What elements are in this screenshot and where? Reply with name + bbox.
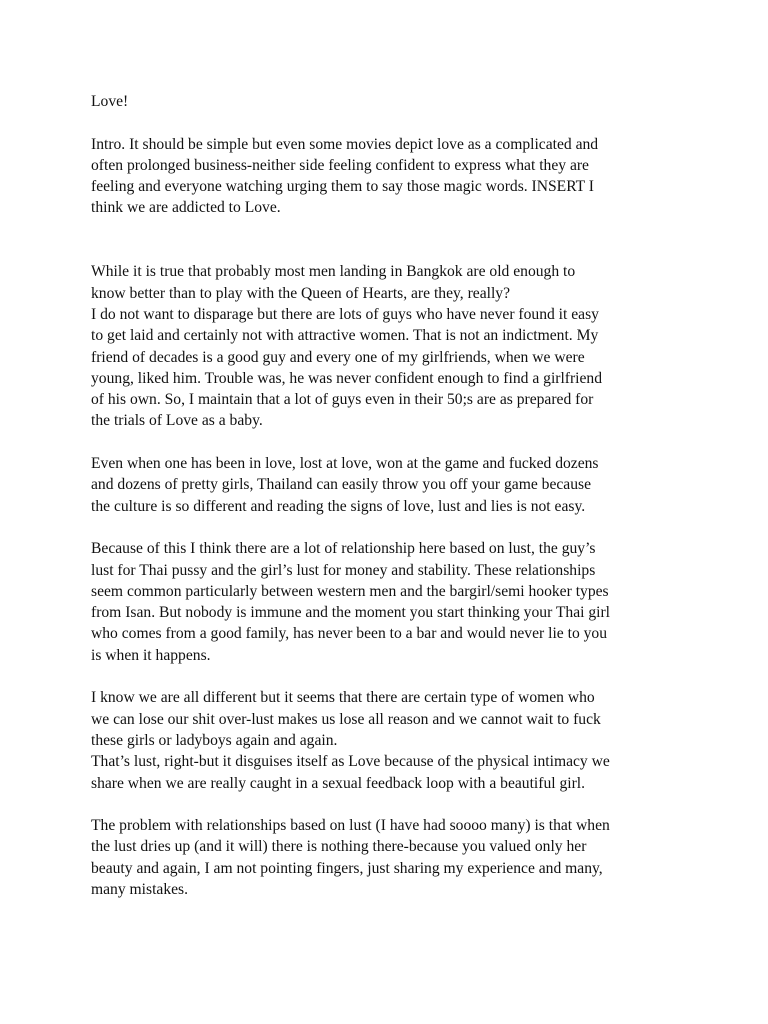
text-line: The problem with relationships based on lust (I have had soooo many) is that when	[91, 817, 610, 835]
text-line: friend of decades is a good guy and every one of my girlfriends, when we were	[91, 348, 585, 366]
text-line: Because of this I think there are a lot of relationship here based on lust, the guy’s	[91, 540, 596, 558]
text-line: feeling and everyone watching urging them to say those magic words. INSERT I	[91, 178, 595, 196]
text-line: who comes from a good family, has never been to a bar and would never lie to you	[91, 625, 608, 643]
text-line: of his own. So, I maintain that a lot of guys even in their 50;s are as prepared for	[91, 391, 594, 409]
text-line: the trials of Love as a baby.	[91, 412, 263, 430]
document-body	[91, 91, 696, 900]
paragraph-thailand	[91, 453, 696, 517]
text-line: know better than to play with the Queen of Hearts, are they, really?	[91, 284, 510, 302]
text-line: often prolonged business-neither side feeling confident to express what they are	[91, 156, 589, 174]
text-line: young, liked him. Trouble was, he was never confident enough to find a girlfriend	[91, 369, 603, 387]
text-line: we can lose our shit over-lust makes us lose all reason and we cannot wait to fuck	[91, 710, 601, 728]
text-line: think we are addicted to Love.	[91, 199, 281, 217]
paragraph-intro	[91, 134, 696, 219]
paragraph-problem	[91, 815, 696, 900]
text-line: these girls or ladyboys again and again.	[91, 731, 338, 749]
text-line: the culture is so different and reading the signs of love, lust and lies is not easy.	[91, 497, 586, 515]
text-line: is when it happens.	[91, 646, 211, 664]
text-line: I do not want to disparage but there are lots of guys who have never found it easy	[91, 305, 599, 323]
text-line: the lust dries up (and it will) there is nothing there-because you valued only her	[91, 838, 587, 856]
text-line: seem common particularly between western men and the bargirl/semi hooker types	[91, 582, 609, 600]
text-line: Even when one has been in love, lost at love, won at the game and fucked dozens	[91, 455, 599, 473]
text-line: That’s lust, right-but it disguises itself as Love because of the physical intimacy we	[91, 753, 610, 771]
text-line: many mistakes.	[91, 880, 189, 898]
text-line: share when we are really caught in a sexual feedback loop with a beautiful girl.	[91, 774, 586, 792]
text-line: I know we are all different but it seems that there are certain type of women who	[91, 689, 595, 707]
text-line: beauty and again, I am not pointing fingers, just sharing my experience and many,	[91, 859, 603, 877]
text-line: While it is true that probably most men landing in Bangkok are old enough to	[91, 263, 576, 281]
paragraph-lust	[91, 687, 696, 793]
text-line: Intro. It should be simple but even some movies depict love as a complicated and	[91, 135, 599, 153]
text-line: lust for Thai pussy and the girl’s lust for money and stability. These relationships	[91, 561, 596, 579]
text-line: to get laid and certainly not with attractive women. That is not an indictment. My	[91, 327, 599, 345]
paragraph-bangkok	[91, 261, 696, 431]
document-title: Love!	[91, 93, 129, 110]
paragraph-relationships	[91, 538, 696, 666]
text-line: and dozens of pretty girls, Thailand can easily throw you off your game because	[91, 476, 592, 494]
text-line: from Isan. But nobody is immune and the moment you start thinking your Thai girl	[91, 604, 611, 622]
